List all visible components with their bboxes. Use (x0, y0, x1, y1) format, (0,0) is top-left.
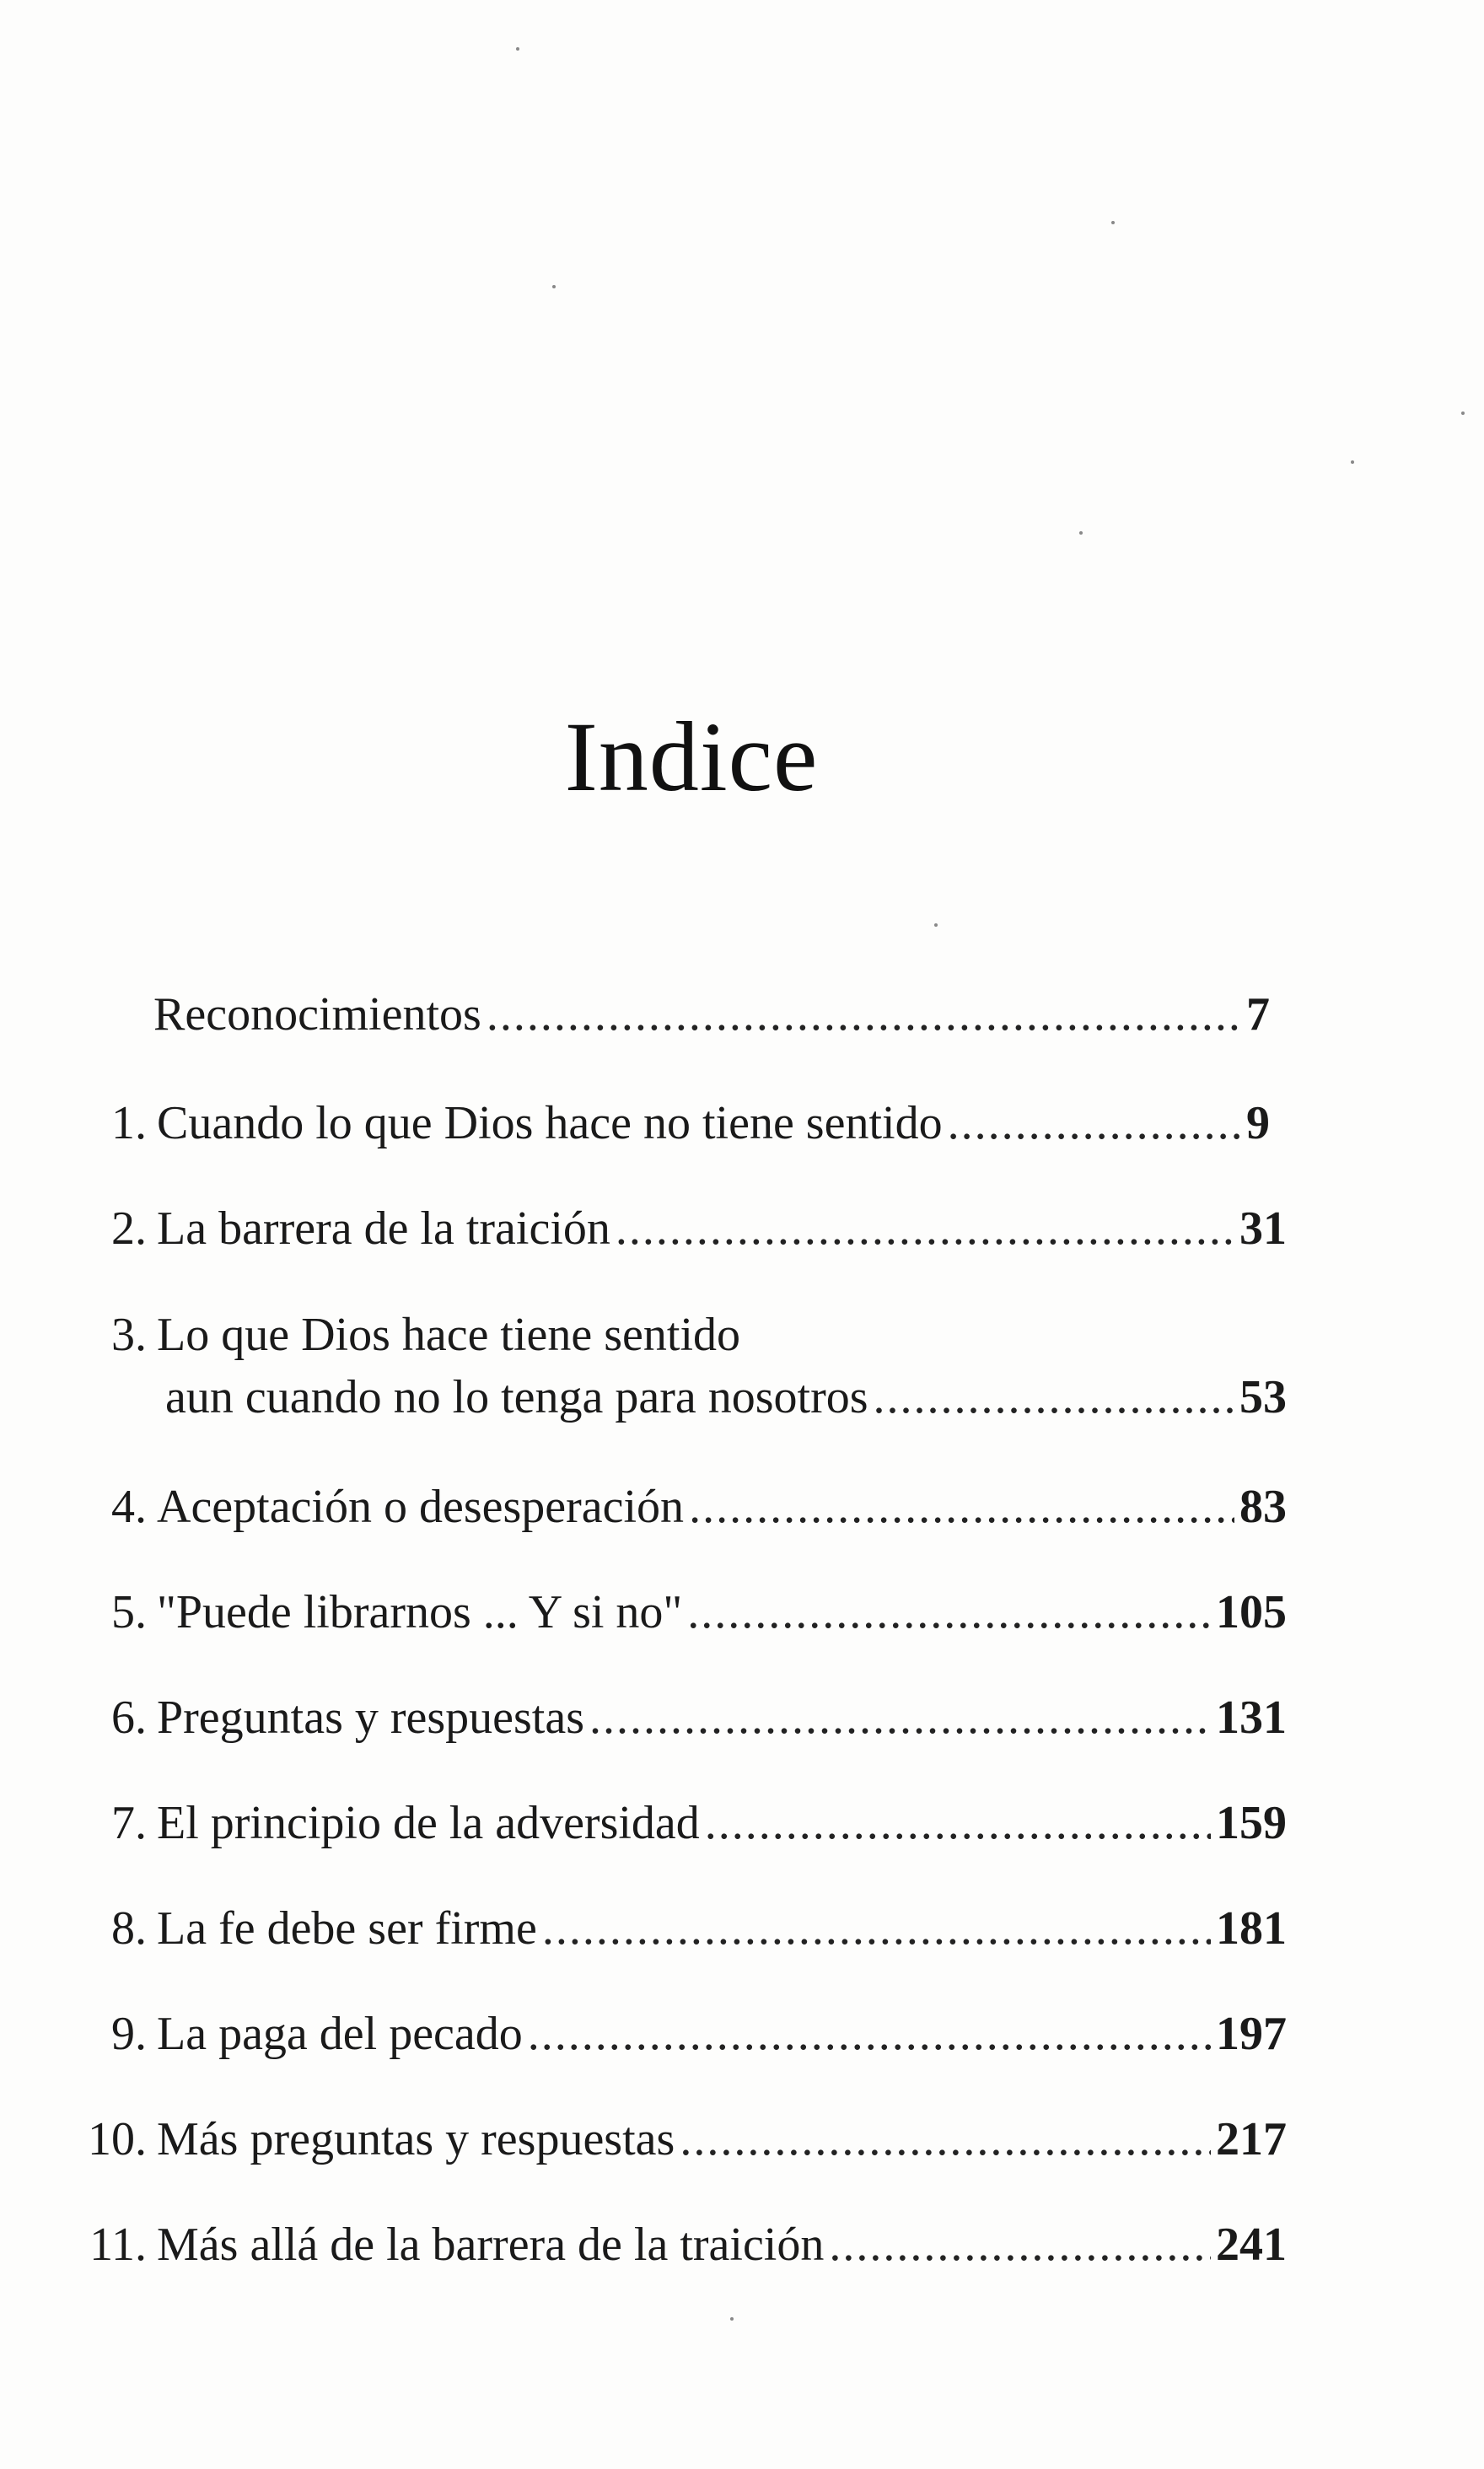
toc-entry-title: La fe debe ser firme (157, 1902, 537, 1955)
toc-line (165, 1368, 1287, 1427)
scan-speck (516, 47, 519, 51)
toc-line (157, 1583, 1287, 1642)
dot-leader (829, 2215, 1211, 2274)
dot-leader (542, 1899, 1211, 1958)
dot-leader (705, 1794, 1211, 1853)
toc-page-number: 181 (1216, 1902, 1287, 1955)
toc-entry-title: El principio de la adversidad (157, 1797, 700, 1849)
dot-leader (616, 1199, 1234, 1258)
scan-speck (1461, 412, 1465, 415)
toc-entry-title: Preguntas y respuestas (157, 1692, 585, 1744)
chapter-number: 10. (88, 2113, 147, 2165)
chapter-number: 6. (111, 1692, 147, 1744)
toc-line (157, 2110, 1287, 2169)
page-title: Indice (564, 702, 819, 812)
toc-entry-title: Lo que Dios hace tiene sentido (157, 1309, 741, 1361)
toc-page-number: 31 (1239, 1202, 1287, 1255)
dot-leader (687, 1583, 1211, 1642)
chapter-number: 11. (89, 2219, 147, 2271)
toc-line (157, 1094, 1270, 1153)
toc-line (157, 2004, 1287, 2063)
scan-speck (1351, 460, 1354, 464)
toc-page-number: 7 (1246, 988, 1270, 1041)
toc-line (157, 1688, 1287, 1747)
toc-page-number: 105 (1216, 1586, 1287, 1638)
toc-page-number: 9 (1246, 1097, 1270, 1149)
scan-speck (730, 2317, 734, 2321)
toc-entry-title-continued: aun cuando no lo tenga para nosotros (165, 1371, 868, 1423)
dot-leader (528, 2004, 1211, 2063)
dot-leader (487, 985, 1241, 1044)
chapter-number: 7. (111, 1797, 147, 1849)
toc-line (153, 985, 1270, 1044)
toc-line (157, 1477, 1287, 1536)
toc-page-number: 159 (1216, 1797, 1287, 1849)
toc-line (157, 1899, 1287, 1958)
chapter-number: 2. (111, 1202, 147, 1255)
scan-speck (552, 285, 556, 288)
toc-entry-title: Más preguntas y respuestas (157, 2113, 675, 2165)
toc-entry-title: Aceptación o desesperación (157, 1481, 685, 1533)
toc-page-number: 241 (1216, 2219, 1287, 2271)
toc-entry-title: Más allá de la barrera de la traición (157, 2219, 825, 2271)
dot-leader (680, 2110, 1211, 2169)
chapter-number: 9. (111, 2008, 147, 2060)
toc-line (157, 2215, 1287, 2274)
toc-entry-title: Reconocimientos (153, 988, 481, 1041)
dot-leader (874, 1368, 1234, 1427)
toc-entry-title: Cuando lo que Dios hace no tiene sentido (157, 1097, 943, 1149)
toc-page-number: 53 (1239, 1371, 1287, 1423)
toc-page-number: 83 (1239, 1481, 1287, 1533)
toc-page-number: 197 (1216, 2008, 1287, 2060)
toc-entry-title: "Puede librarnos ... Y si no" (157, 1586, 683, 1638)
dot-leader (948, 1094, 1241, 1153)
toc-line (157, 1794, 1287, 1853)
chapter-number: 4. (111, 1481, 147, 1533)
toc-page-number: 217 (1216, 2113, 1287, 2165)
chapter-number: 8. (111, 1902, 147, 1955)
dot-leader (689, 1477, 1234, 1536)
dot-leader (589, 1688, 1211, 1747)
toc-page-number: 131 (1216, 1692, 1287, 1744)
toc-line (157, 1199, 1287, 1258)
chapter-number: 1. (111, 1097, 147, 1149)
chapter-number: 5. (111, 1586, 147, 1638)
chapter-number: 3. (111, 1309, 147, 1361)
scan-speck (934, 923, 938, 927)
scan-speck (1111, 221, 1115, 224)
toc-entry-title: La paga del pecado (157, 2008, 523, 2060)
scan-speck (1079, 531, 1083, 535)
toc-entry-title: La barrera de la traición (157, 1202, 610, 1255)
